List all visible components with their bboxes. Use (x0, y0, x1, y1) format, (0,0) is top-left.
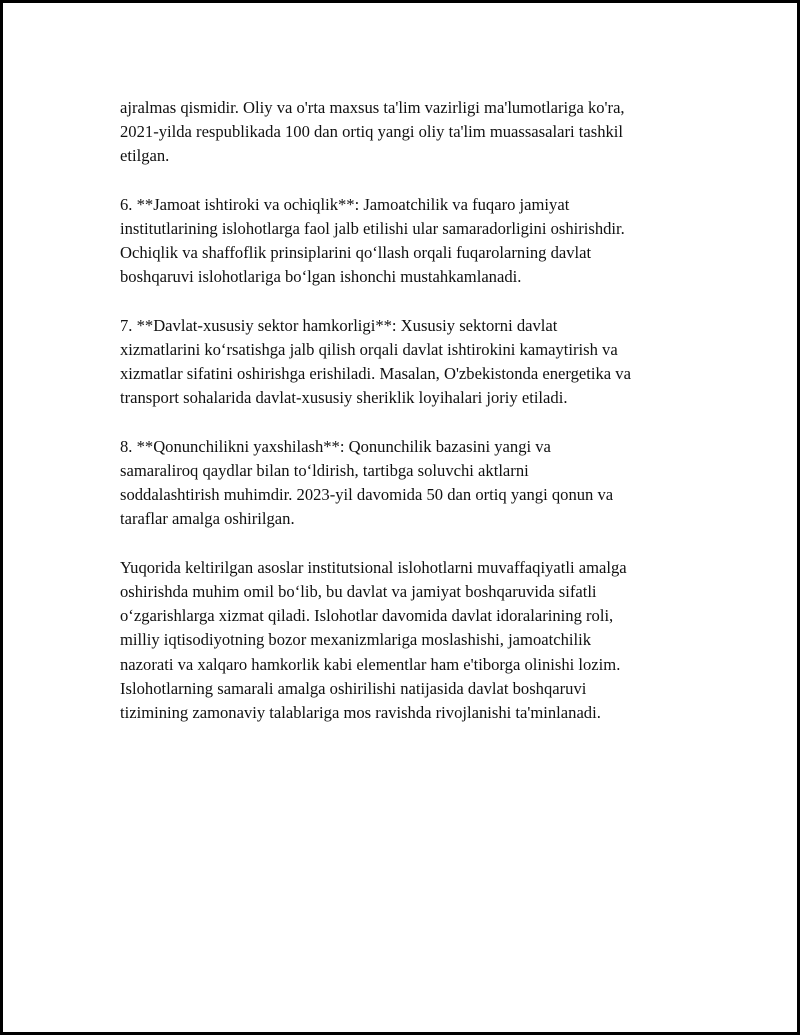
text-line: etilgan. (120, 146, 170, 166)
text-line: boshqaruvi islohotlariga bo‘lgan ishonchi mustahkamlanadi. (120, 267, 522, 287)
text-line: Yuqorida keltirilgan asoslar institutsional islohotlarni muvaffaqiyatli amalga (120, 557, 627, 577)
document-body (120, 96, 692, 749)
text-line: 7. **Davlat-xususiy sektor hamkorligi**: Xususiy sektorni davlat (120, 315, 558, 335)
paragraph-item-7 (120, 314, 692, 411)
text-line: transport sohalarida davlat-xususiy sheriklik loyihalari joriy etiladi. (120, 388, 568, 408)
paragraph-intro-continuation (120, 96, 692, 169)
text-line: xizmatlar sifatini oshirishga erishiladi. Masalan, O'zbekistonda energetika va (120, 364, 631, 384)
text-line: oshirishda muhim omil bo‘lib, bu davlat va jamiyat boshqaruvida sifatli (120, 582, 597, 601)
paragraph-conclusion (120, 556, 692, 725)
text-line: milliy iqtisodiyotning bozor mexanizmlariga moslashishi, jamoatchilik (120, 630, 592, 650)
text-line: taraflar amalga oshirilgan. (120, 509, 295, 529)
text-line: 2021-yilda respublikada 100 dan ortiq yangi oliy ta'lim muassasalari tashkil (120, 122, 624, 142)
text-line: 8. **Qonunchilikni yaxshilash**: Qonunchilik bazasini yangi va (120, 436, 551, 456)
text-line: institutlarining islohotlarga faol jalb etilishi ular samaradorligini oshirishdir. (120, 219, 625, 238)
text-line: Ochiqlik va shaffoflik prinsiplarini qo‘llash orqali fuqarolarning davlat (120, 243, 592, 263)
text-line: ajralmas qismidir. Oliy va o'rta maxsus ta'lim vazirligi ma'lumotlariga ko'ra, (120, 98, 625, 117)
text-line: Islohotlarning samarali amalga oshirilishi natijasida davlat boshqaruvi (120, 678, 587, 698)
text-line: tizimining zamonaviy talablariga mos ravishda rivojlanishi ta'minlanadi. (120, 703, 601, 723)
text-line: samaraliroq qaydlar bilan to‘ldirish, tartibga soluvchi aktlarni (120, 461, 529, 480)
text-line: 6. **Jamoat ishtiroki va ochiqlik**: Jamoatchilik va fuqaro jamiyat (120, 194, 570, 214)
text-line: o‘zgarishlarga xizmat qiladi. Islohotlar davomida davlat idoralarining roli, (120, 606, 614, 626)
text-line: xizmatlarini ko‘rsatishga jalb qilish orqali davlat ishtirokini kamaytirish va (120, 340, 618, 359)
text-line: soddalashtirish muhimdir. 2023-yil davomida 50 dan ortiq yangi qonun va (120, 485, 614, 505)
text-line: nazorati va xalqaro hamkorlik kabi elementlar ham e'tiborga olinishi lozim. (120, 654, 621, 674)
paragraph-item-6 (120, 193, 692, 290)
paragraph-item-8 (120, 435, 692, 532)
